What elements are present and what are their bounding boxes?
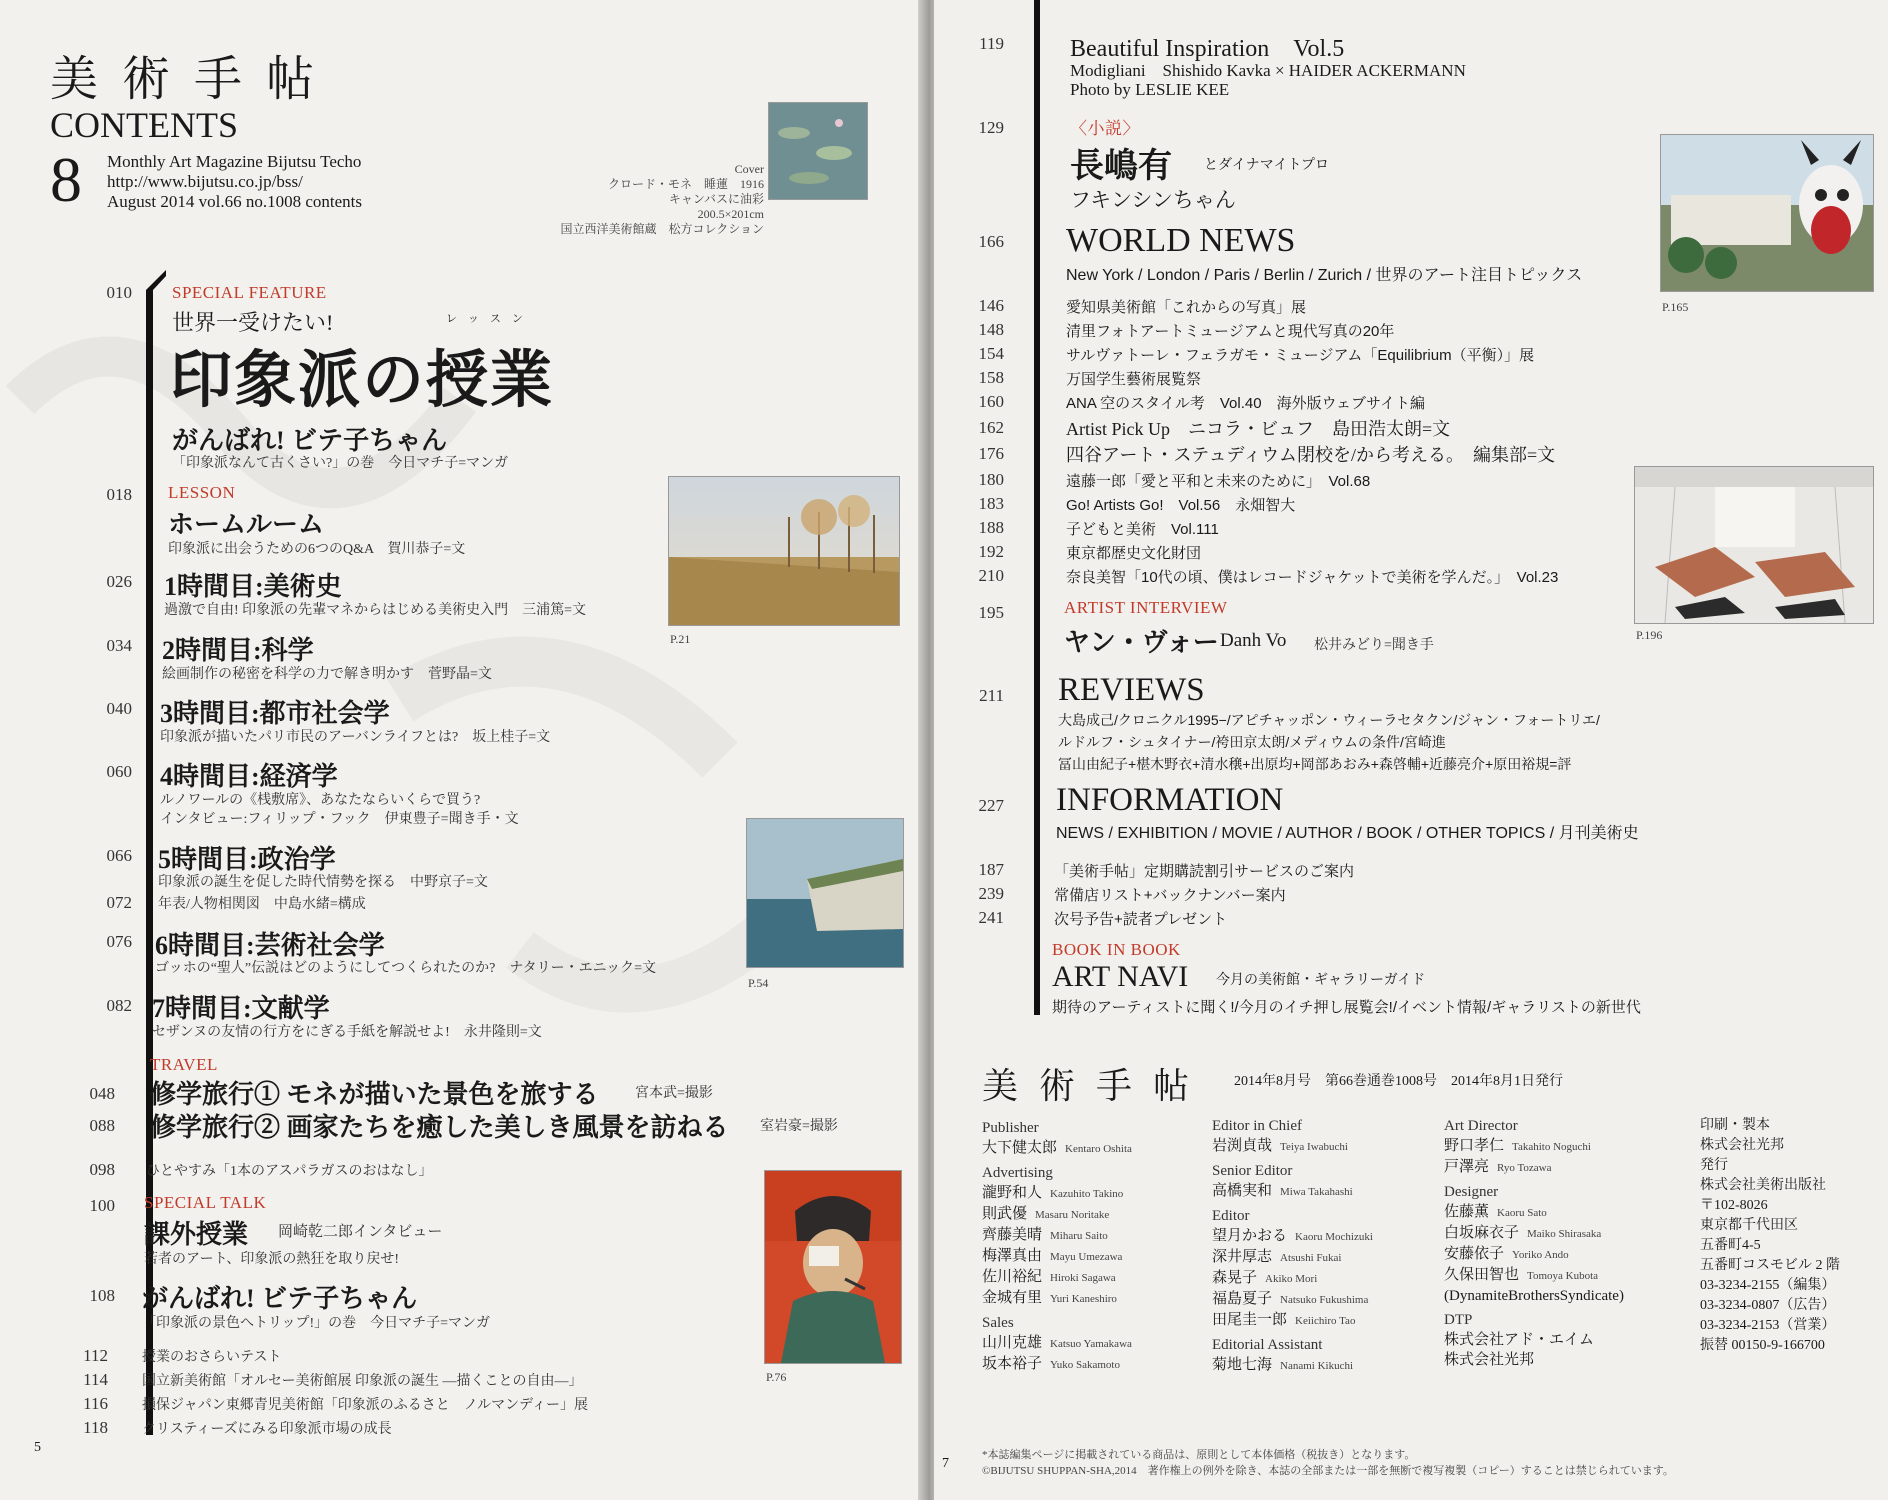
colophon-col-3 xyxy=(1444,1116,1694,1370)
staff-name-latin: Teiya Iwabuchi xyxy=(1280,1141,1348,1153)
page-number: 148 xyxy=(978,320,1004,339)
section-label: 〈小説〉 xyxy=(1070,119,1140,138)
cover-credit-line: 200.5×201cm xyxy=(697,207,764,221)
staff-entry xyxy=(982,1138,1202,1159)
staff-entry xyxy=(1212,1310,1432,1331)
rule-cap xyxy=(146,270,166,295)
lesson-line: 年表/人物相関図 中島水緒=構成 xyxy=(158,897,366,912)
page-number: 211 xyxy=(979,686,1004,705)
column-item: 万国学生藝術展覧祭 xyxy=(1066,371,1202,388)
folio: 7 xyxy=(942,1456,949,1471)
page-number: 112 xyxy=(83,1346,108,1365)
staff-name: 瀧野和人 xyxy=(982,1185,1043,1201)
column-item: サルヴァトーレ・フェラガモ・ミュージアム「Equilibrium（平衡）」展 xyxy=(1066,347,1535,364)
colophon-note: *本誌編集ページに掲載されている商品は、原則として本体価格（税抜き）となります。 xyxy=(982,1449,1416,1461)
column-item: Go! Artists Go! Vol.56 永畑智大 xyxy=(1066,497,1296,514)
section-label: BOOK IN BOOK xyxy=(1052,940,1181,959)
colophon-masthead: 美 術 手 帖 xyxy=(982,1066,1196,1106)
interview-credit: 松井みどり=聞き手 xyxy=(1314,638,1434,653)
staff-name: (DynamiteBrothersSyndicate) xyxy=(1444,1288,1624,1304)
page-number: 129 xyxy=(978,118,1004,137)
staff-name-latin: Ryo Tozawa xyxy=(1497,1162,1552,1174)
feature-kicker: 世界一受けたい! xyxy=(172,310,334,335)
page-number: 176 xyxy=(978,444,1004,463)
staff-name: 株式会社光邦 xyxy=(1444,1352,1535,1368)
caption: P.196 xyxy=(1636,628,1663,642)
staff-name: 福島夏子 xyxy=(1212,1291,1273,1307)
left-page xyxy=(0,0,924,1500)
book-in-book-title-sub: 今月の美術館・ギャラリーガイド xyxy=(1216,971,1426,987)
staff-name-latin: Mayu Umezawa xyxy=(1050,1251,1123,1263)
magazine-line: Monthly Art Magazine Bijutsu Techo xyxy=(107,152,362,171)
staff-name: 坂本裕子 xyxy=(982,1356,1043,1372)
interview-latin: Danh Vo xyxy=(1220,630,1287,651)
staff-entry xyxy=(1212,1226,1432,1247)
thumbnail-van-gogh-self-portrait xyxy=(764,1170,902,1364)
staff-name-latin: Kentaro Oshita xyxy=(1065,1143,1132,1155)
url: http://www.bijutsu.co.jp/bss/ xyxy=(107,172,303,191)
staff-name-latin: Kaoru Mochizuki xyxy=(1295,1231,1373,1243)
staff-entry xyxy=(1444,1286,1694,1306)
page-number: 108 xyxy=(89,1286,115,1305)
staff-name: 梅澤真由 xyxy=(982,1248,1043,1264)
page-number: 180 xyxy=(978,470,1004,489)
staff-name-latin: Yuri Kaneshiro xyxy=(1050,1293,1117,1305)
staff-role: Senior Editor xyxy=(1212,1163,1293,1179)
staff-role: Editorial Assistant xyxy=(1212,1337,1323,1353)
colophon-issue: 2014年8月号 第66巻通巻1008号 2014年8月1日発行 xyxy=(1234,1074,1563,1089)
publisher-info-line: 03-3234-0807（広告） xyxy=(1700,1298,1836,1313)
caption: P.21 xyxy=(670,632,691,646)
lesson-sub: インタビュー:フィリップ・フック 伊東豊子=聞き手・文 xyxy=(160,812,519,827)
staff-entry xyxy=(1444,1136,1694,1157)
tail-item: 国立新美術館「オルセー美術館展 印象派の誕生 —描くことの自由—」 xyxy=(142,1374,583,1389)
staff-name-latin: Keiichiro Tao xyxy=(1295,1315,1356,1327)
page-number: 040 xyxy=(106,699,132,718)
lesson-title: 6時間目:芸術社会学 xyxy=(155,931,385,960)
lesson-title: 7時間目:文献学 xyxy=(152,994,330,1023)
publisher-info-line: 株式会社美術出版社 xyxy=(1700,1178,1826,1193)
publisher-info-line: 株式会社光邦 xyxy=(1700,1138,1784,1153)
page-number: 183 xyxy=(978,494,1004,513)
vertical-rule xyxy=(1034,0,1040,1015)
staff-name: 高橋実和 xyxy=(1212,1183,1273,1199)
staff-name-latin: Katsuo Yamakawa xyxy=(1050,1338,1132,1350)
section-label: ARTIST INTERVIEW xyxy=(1064,598,1228,617)
page-number: 088 xyxy=(89,1116,115,1135)
staff-role: DTP xyxy=(1444,1312,1473,1328)
beautiful-line2: Modigliani Shishido Kavka × HAIDER ACKERMANN xyxy=(1070,61,1466,80)
staff-entry xyxy=(1444,1265,1694,1286)
staff-name-latin: Natsuko Fukushima xyxy=(1280,1294,1369,1306)
issue-number: 8 xyxy=(50,144,82,215)
contents-heading: CONTENTS xyxy=(50,105,238,145)
staff-entry xyxy=(1444,1244,1694,1265)
staff-role: Editor xyxy=(1212,1208,1250,1224)
issue-line: August 2014 vol.66 no.1008 contents xyxy=(107,192,362,211)
staff-name: 田尾圭一郎 xyxy=(1212,1312,1288,1328)
break-title: ひとやすみ「1本のアスパラガスのおはなし」 xyxy=(146,1164,433,1179)
lesson-title: 4時間目:経済学 xyxy=(160,762,338,791)
lesson-sub: 印象派が描いたパリ市民のアーバンライフとは? 坂上桂子=文 xyxy=(160,730,551,745)
staff-entry xyxy=(982,1183,1202,1204)
staff-entry xyxy=(1212,1289,1432,1310)
page-number: 098 xyxy=(89,1160,115,1179)
column-item: 子どもと美術 Vol.111 xyxy=(1066,521,1219,538)
page-number: 195 xyxy=(978,603,1004,622)
publisher-info-line: 東京都千代田区 xyxy=(1700,1218,1798,1233)
page-number: 060 xyxy=(106,762,132,781)
manga-subtitle: 「印象派なんて古くさい?」の巻 今日マチ子=マンガ xyxy=(172,456,509,471)
page-number: 188 xyxy=(978,518,1004,537)
staff-name: 久保田智也 xyxy=(1444,1267,1520,1283)
column-item: 清里フォトアートミュージアムと現代写真の20年 xyxy=(1066,323,1395,340)
page-number: 241 xyxy=(978,908,1004,927)
staff-name: 株式会社アド・エイム xyxy=(1444,1332,1595,1348)
world-news-cities: New York / London / Paris / Berlin / Zurich / 世界のアート注目トピックス xyxy=(1066,267,1583,284)
page-number: 146 xyxy=(978,296,1004,315)
staff-name-latin: Yoriko Ando xyxy=(1512,1249,1569,1261)
staff-name: 森晃子 xyxy=(1212,1270,1258,1286)
staff-name: 深井厚志 xyxy=(1212,1249,1273,1265)
staff-name-latin: Atsushi Fukai xyxy=(1280,1252,1342,1264)
manga-title: がんばれ! ビテ子ちゃん xyxy=(142,1284,418,1313)
column-item: 奈良美智「10代の頃、僕はレコードジャケットで美術を学んだ。」 Vol.23 xyxy=(1066,569,1559,586)
page-number: 100 xyxy=(89,1196,115,1215)
lesson-sub: 過激で自由! 印象派の先輩マネからはじめる美術史入門 三浦篤=文 xyxy=(164,603,587,618)
lesson-title: 5時間目:政治学 xyxy=(158,845,336,874)
staff-entry xyxy=(1212,1181,1432,1202)
caption: P.76 xyxy=(766,1370,787,1384)
page-number: 158 xyxy=(978,368,1004,387)
staff-entry xyxy=(982,1225,1202,1246)
information-title: INFORMATION xyxy=(1056,782,1284,818)
publisher-info-line: 五番町コスモビル 2 階 xyxy=(1700,1258,1840,1273)
staff-name-latin: Hiroki Sagawa xyxy=(1050,1272,1116,1284)
section-label: SPECIAL FEATURE xyxy=(172,283,327,302)
page-number: 076 xyxy=(106,932,132,951)
masthead: 美 術 手 帖 xyxy=(50,53,321,106)
column-item: 愛知県美術館「これからの写真」展 xyxy=(1066,299,1307,316)
staff-entry xyxy=(1444,1223,1694,1244)
page-number: 018 xyxy=(106,485,132,504)
page-number: 026 xyxy=(106,572,132,591)
page-number: 210 xyxy=(978,566,1004,585)
staff-role: Art Director xyxy=(1444,1118,1518,1134)
page-number: 118 xyxy=(83,1418,108,1437)
staff-role: Advertising xyxy=(982,1165,1053,1181)
cover-credit-line: Cover xyxy=(734,162,764,176)
right-page xyxy=(934,0,1888,1500)
column-item: 東京都歴史文化財団 xyxy=(1066,545,1202,562)
page-number: 119 xyxy=(979,34,1004,53)
staff-name: 金城有里 xyxy=(982,1290,1043,1306)
page-number: 227 xyxy=(978,796,1004,815)
staff-name-latin: Miharu Saito xyxy=(1050,1230,1108,1242)
beautiful-title: Beautiful Inspiration Vol.5 xyxy=(1070,36,1345,62)
lesson-title: 1時間目:美術史 xyxy=(164,572,342,601)
lesson-sub: ルノワールの《桟敷席》、あなたならいくらで買う? xyxy=(160,793,481,808)
staff-name: 大下健太郎 xyxy=(982,1140,1058,1156)
travel-title: 修学旅行② 画家たちを癒した美しき風景を訪ねる xyxy=(150,1113,729,1142)
staff-name: 戸澤亮 xyxy=(1444,1159,1490,1175)
novel-with: とダイナマイトプロ xyxy=(1204,158,1330,173)
lesson-sub: ゴッホの“聖人”伝説はどのようにしてつくられたのか? ナタリー・エニック=文 xyxy=(155,961,656,976)
reviews-line: ルドルフ・シュタイナー/袴田京太朗/メディウムの条件/宮崎進 xyxy=(1058,734,1446,750)
staff-name: 佐藤薫 xyxy=(1444,1204,1490,1220)
tail-item: 授業のおさらいテスト xyxy=(142,1350,282,1365)
cover-thumbnail-waterlilies xyxy=(768,102,868,200)
staff-entry xyxy=(982,1204,1202,1225)
staff-entry xyxy=(1212,1355,1432,1376)
publisher-info-line: 〒102-8026 xyxy=(1700,1198,1768,1213)
staff-name: 岩渕貞哉 xyxy=(1212,1138,1273,1154)
staff-name-latin: Masaru Noritake xyxy=(1035,1209,1110,1221)
reviews-line: 大島成己/クロニクル1995−/アピチャッポン・ウィーラセタクン/ジャン・フォートリエ/ xyxy=(1058,712,1600,728)
tail-item: クリスティーズにみる印象派市場の成長 xyxy=(142,1422,392,1437)
travel-title: 修学旅行① モネが描いた景色を旅する xyxy=(150,1080,599,1109)
novel-author: 長嶋有 xyxy=(1070,148,1172,185)
staff-name: 山川克雄 xyxy=(982,1335,1043,1351)
staff-entry xyxy=(1212,1268,1432,1289)
book-in-book-sub: 期待のアーティストに聞く!/今月のイチ押し展覧会!/イベント情報/ギャラリストの新世代 xyxy=(1052,999,1641,1016)
staff-entry xyxy=(982,1288,1202,1309)
thumbnail-frosty-field-painting xyxy=(668,476,900,626)
cover-credit-line: 国立西洋美術館蔵 松方コレクション xyxy=(560,222,764,236)
staff-name: 望月かおる xyxy=(1212,1228,1288,1244)
colophon-col-4 xyxy=(1700,1116,1885,1356)
travel-credit: 宮本武=撮影 xyxy=(635,1086,713,1101)
tail-item: 損保ジャパン東郷青児美術館「印象派のふるさと ノルマンディー」展 xyxy=(142,1398,589,1413)
staff-name: 白坂麻衣子 xyxy=(1444,1225,1520,1241)
feature-ruby: レッスン xyxy=(446,313,534,325)
staff-name-latin: Akiko Mori xyxy=(1265,1273,1318,1285)
beautiful-line3: Photo by LESLIE KEE xyxy=(1070,80,1230,99)
staff-entry xyxy=(982,1267,1202,1288)
page-number: 187 xyxy=(978,860,1004,879)
caption: P.165 xyxy=(1662,300,1689,314)
reviews-title: REVIEWS xyxy=(1058,672,1205,708)
publisher-info-line: 03-3234-2153（営業） xyxy=(1700,1318,1836,1333)
staff-name: 安藤依子 xyxy=(1444,1246,1505,1262)
staff-name-latin: Tomoya Kubota xyxy=(1527,1270,1599,1282)
feature-title: 印象派の授業 xyxy=(170,347,555,415)
page-number: 048 xyxy=(89,1084,115,1103)
staff-name-latin: Kaoru Sato xyxy=(1497,1207,1547,1219)
page-number: 116 xyxy=(83,1394,108,1413)
manga-title: がんばれ! ビテ子ちゃん xyxy=(172,426,448,455)
caption: P.54 xyxy=(748,976,769,990)
thumbnail-giant-inflatable-sculpture xyxy=(1660,134,1874,292)
travel-credit: 室岩豪=撮影 xyxy=(760,1119,838,1134)
staff-name: 佐川裕紀 xyxy=(982,1269,1043,1285)
thumbnail-cliff-seascape xyxy=(746,818,904,968)
staff-name: 則武優 xyxy=(982,1206,1028,1222)
talk-title: 課外授業 xyxy=(144,1220,249,1249)
staff-entry xyxy=(1444,1157,1694,1178)
staff-name-latin: Takahito Noguchi xyxy=(1512,1141,1591,1153)
page-number: 154 xyxy=(978,344,1004,363)
lesson-sub: 印象派の誕生を促した時代情勢を探る 中野京子=文 xyxy=(158,875,488,890)
staff-entry xyxy=(1444,1330,1694,1350)
page-number: 066 xyxy=(106,846,132,865)
staff-role: Editor in Chief xyxy=(1212,1118,1302,1134)
page-number: 162 xyxy=(978,418,1004,437)
column-item: ANA 空のスタイル考 Vol.40 海外版ウェブサイト編 xyxy=(1066,395,1425,412)
publisher-info-line: 発行 xyxy=(1700,1158,1728,1173)
page-number: 072 xyxy=(106,893,132,912)
staff-name-latin: Yuko Sakamoto xyxy=(1050,1359,1120,1371)
novel-subtitle: フキンシンちゃん xyxy=(1070,188,1236,212)
talk-credit: 岡崎乾二郎インタビュー xyxy=(278,1224,443,1240)
staff-name-latin: Nanami Kikuchi xyxy=(1280,1360,1354,1372)
staff-entry xyxy=(1212,1136,1432,1157)
colophon-col-2 xyxy=(1212,1116,1432,1376)
publisher-info-line: 五番町4-5 xyxy=(1700,1238,1761,1253)
staff-entry xyxy=(982,1354,1202,1375)
manga-subtitle: 「印象派の景色へトリップ!」の巻 今日マチ子=マンガ xyxy=(142,1316,490,1331)
thumbnail-gallery-installation xyxy=(1634,466,1874,624)
colophon-note: ©BIJUTSU SHUPPAN-SHA,2014 著作権上の例外を除き、本誌の全部または一部を無断で複写複製（コピー）することは禁じられています。 xyxy=(982,1465,1674,1477)
page-number: 010 xyxy=(106,283,132,302)
page-number: 034 xyxy=(106,636,132,655)
page-number: 114 xyxy=(83,1370,108,1389)
info-item: 「美術手帖」定期購読割引サービスのご案内 xyxy=(1054,863,1355,880)
staff-role: Sales xyxy=(982,1315,1014,1331)
column-item: 四谷アート・ステュディウム閉校を/から考える。 編集部=文 xyxy=(1066,445,1556,465)
staff-entry xyxy=(982,1246,1202,1267)
staff-name: 野口孝仁 xyxy=(1444,1138,1505,1154)
lesson-sub: 印象派に出会うための6つのQ&A 賀川恭子=文 xyxy=(168,542,466,557)
talk-sub: 若者のアート、印象派の熱狂を取り戻せ! xyxy=(144,1252,399,1267)
section-label: LESSON xyxy=(168,483,236,502)
reviews-line: 冨山由紀子+椹木野衣+清水穣+出原均+岡部あおみ+森啓輔+近藤亮介+原田裕規=評 xyxy=(1058,756,1572,772)
staff-name-latin: Kazuhito Takino xyxy=(1050,1188,1124,1200)
world-news-title: WORLD NEWS xyxy=(1066,222,1296,259)
info-item: 次号予告+読者プレゼント xyxy=(1054,911,1228,928)
publisher-info-line: 03-3234-2155（編集） xyxy=(1700,1278,1836,1293)
staff-entry xyxy=(1444,1350,1694,1370)
staff-entry xyxy=(982,1333,1202,1354)
interview-artist: ヤン・ヴォー xyxy=(1064,628,1219,657)
info-item: 常備店リスト+バックナンバー案内 xyxy=(1054,887,1286,904)
lesson-title: 2時間目:科学 xyxy=(162,636,314,665)
staff-entry xyxy=(1444,1202,1694,1223)
book-in-book-title: ART NAVI xyxy=(1052,960,1189,993)
staff-role: Publisher xyxy=(982,1120,1039,1136)
cover-credit-line: キャンバスに油彩 xyxy=(668,192,764,206)
page-number: 160 xyxy=(978,392,1004,411)
lesson-title: ホームルーム xyxy=(168,510,325,539)
column-item: 遠藤一郎「愛と平和と未来のために」 Vol.68 xyxy=(1066,473,1371,490)
folio: 5 xyxy=(34,1440,41,1455)
section-label: SPECIAL TALK xyxy=(144,1193,267,1212)
lesson-sub: 絵画制作の秘密を科学の力で解き明かす 菅野晶=文 xyxy=(162,667,492,682)
lesson-sub: セザンヌの友情の行方をにぎる手紙を解説せよ! 永井隆則=文 xyxy=(152,1025,542,1040)
colophon-col-1 xyxy=(982,1118,1202,1375)
publisher-info-line: 印刷・製本 xyxy=(1700,1118,1770,1133)
information-sub: NEWS / EXHIBITION / MOVIE / AUTHOR / BOOK / OTHER TOPICS / 月刊美術史 xyxy=(1056,825,1639,842)
section-label: TRAVEL xyxy=(150,1055,218,1074)
staff-name: 菊地七海 xyxy=(1212,1357,1273,1373)
page-number: 082 xyxy=(106,996,132,1015)
staff-role: Designer xyxy=(1444,1184,1499,1200)
page-number: 166 xyxy=(978,232,1004,251)
page-number: 192 xyxy=(978,542,1004,561)
staff-name-latin: Maiko Shirasaka xyxy=(1527,1228,1602,1240)
cover-credit-line: クロード・モネ 睡蓮 1916 xyxy=(607,177,764,191)
lesson-title: 3時間目:都市社会学 xyxy=(160,699,390,728)
column-item: Artist Pick Up ニコラ・ビュフ 島田浩太朗=文 xyxy=(1066,419,1451,439)
publisher-info-line: 振替 00150-9-166700 xyxy=(1700,1338,1825,1353)
staff-entry xyxy=(1212,1247,1432,1268)
staff-name: 齊藤美晴 xyxy=(982,1227,1043,1243)
cover-credit xyxy=(560,162,764,237)
staff-name-latin: Miwa Takahashi xyxy=(1280,1186,1353,1198)
page-number: 239 xyxy=(978,884,1004,903)
